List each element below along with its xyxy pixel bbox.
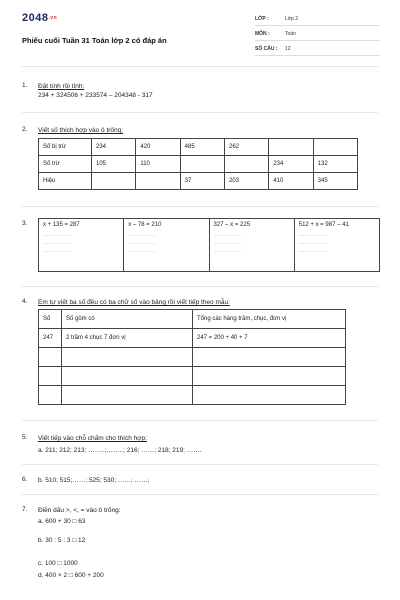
divider [22, 112, 378, 113]
q6-sequence: b. 510; 515;……; 525; 530; ……; ……; [38, 477, 150, 484]
table-row [39, 219, 380, 272]
q7-item-c: c. 100 □ 1000 [38, 560, 78, 567]
table-cell: 2 trăm 4 chục 7 đơn vị [62, 329, 193, 348]
table-cell: 105 [92, 156, 136, 173]
q7-item-a: a. 600 + 30 □ 63 [38, 518, 86, 525]
equation: 512 + x = 987 – 41 [298, 222, 349, 228]
table-cell: 410 [269, 173, 313, 190]
divider [22, 494, 378, 495]
table-cell: 420 [136, 139, 180, 156]
column-header: Số [39, 310, 62, 329]
table-cell: 37 [180, 173, 224, 190]
logo-text: 2048 [22, 12, 49, 24]
q5-number: 5. [22, 434, 28, 441]
q4-text: Em tự viết ba số đều có ba chữ số vào bảng rồi viết tiếp theo mẫu: [38, 299, 230, 306]
meta-value: Toán [285, 31, 296, 37]
meta-class [255, 14, 380, 26]
divider [22, 286, 378, 287]
table-cell [224, 156, 268, 173]
meta-question-count [255, 44, 380, 56]
table-cell: 262 [224, 139, 268, 156]
table-cell[interactable] [62, 348, 193, 367]
divider [22, 420, 378, 421]
divider [22, 464, 378, 465]
meta-subject [255, 29, 380, 41]
logo-domain: .vn [48, 15, 58, 22]
q1-expression: 234 + 324506 + 233574 – 204348 - 317 [38, 92, 153, 99]
column-header: Số gồm có [62, 310, 193, 329]
q4-table [38, 309, 346, 405]
table-cell[interactable] [62, 367, 193, 386]
q6-number: 6. [22, 476, 28, 483]
equation-cell [294, 219, 379, 272]
equation: 327 – x = 225 [213, 222, 251, 228]
meta-key: MÔN : [255, 31, 270, 37]
q5-sequence: a. 211; 212; 213; ……..;……..; 216; ……; 218; 219; ……. [38, 447, 202, 454]
q2-text: Viết số thích hợp vào ô trống: [38, 127, 124, 134]
q5-prompt [38, 434, 147, 443]
table-row [39, 156, 358, 173]
table-cell: Hiệu [39, 173, 92, 190]
table-cell [269, 139, 313, 156]
table-cell: 485 [180, 139, 224, 156]
q4-number: 4. [22, 298, 28, 305]
table-cell [92, 173, 136, 190]
table-cell[interactable] [62, 386, 193, 405]
table-cell [313, 139, 357, 156]
table-row [39, 348, 346, 367]
table-cell: Số bị trừ [39, 139, 92, 156]
answer-blank[interactable]: ……………….. ……………….. ……………….. [43, 232, 72, 253]
table-cell[interactable] [193, 386, 346, 405]
table-cell: Số trừ [39, 156, 92, 173]
table-row [39, 173, 358, 190]
table-row [39, 310, 346, 329]
divider [22, 66, 378, 67]
q7-item-b: b. 30 : 5 : 3 □ 12 [38, 537, 86, 544]
table-cell[interactable] [39, 386, 62, 405]
divider [22, 206, 378, 207]
q2-table [38, 138, 358, 190]
table-cell [136, 173, 180, 190]
meta-key: LỚP : [255, 16, 269, 22]
q1-number: 1. [22, 82, 28, 89]
table-cell: 234 [92, 139, 136, 156]
table-cell[interactable] [39, 367, 62, 386]
table-cell[interactable] [39, 348, 62, 367]
column-header: Tổng các hàng trăm, chục, đơn vị [193, 310, 346, 329]
q7-text: Điền dấu >, <, = vào ô trống: [38, 507, 121, 514]
equation-cell [39, 219, 124, 272]
table-cell: 203 [224, 173, 268, 190]
q7-item-d: d. 400 × 2 □ 600 + 200 [38, 572, 104, 579]
page-title: Phiếu cuối Tuần 31 Toán lớp 2 có đáp án [22, 36, 167, 45]
q3-number: 3. [22, 220, 28, 227]
q2-number: 2. [22, 126, 28, 133]
site-logo[interactable] [22, 12, 57, 24]
table-row [39, 139, 358, 156]
answer-blank[interactable]: ……………….. ……………….. ……………….. [298, 232, 328, 253]
q1-text: Đặt tính rồi tính: [38, 83, 85, 90]
meta-key: SỐ CÂU : [255, 46, 278, 52]
table-cell: 247 [39, 329, 62, 348]
table-cell[interactable] [193, 348, 346, 367]
equation-cell [209, 219, 294, 272]
table-row [39, 367, 346, 386]
table-cell: 110 [136, 156, 180, 173]
equation-cell [124, 219, 209, 272]
q7-prompt [38, 506, 121, 515]
meta-value: 12 [285, 46, 291, 52]
table-row [39, 329, 346, 348]
q1-prompt [38, 82, 153, 100]
table-cell: 132 [313, 156, 357, 173]
table-cell: 234 [269, 156, 313, 173]
q5-text: Viết tiếp vào chỗ chấm cho thích hợp: [38, 435, 147, 442]
q2-prompt [38, 126, 123, 135]
equation: x + 135 = 287 [43, 222, 80, 228]
answer-blank[interactable]: ……………….. ……………….. ……………….. [128, 232, 157, 253]
equation: x – 78 = 210 [128, 222, 162, 228]
table-cell [180, 156, 224, 173]
table-cell: 247 = 200 + 40 + 7 [193, 329, 346, 348]
table-row [39, 386, 346, 405]
table-cell[interactable] [193, 367, 346, 386]
table-cell: 345 [313, 173, 357, 190]
q7-number: 7. [22, 506, 28, 513]
q4-prompt [38, 298, 230, 307]
q3-table [38, 218, 380, 272]
meta-value: Lớp 2 [285, 16, 299, 22]
answer-blank[interactable]: ……………….. ……………….. ……………….. [213, 232, 243, 253]
